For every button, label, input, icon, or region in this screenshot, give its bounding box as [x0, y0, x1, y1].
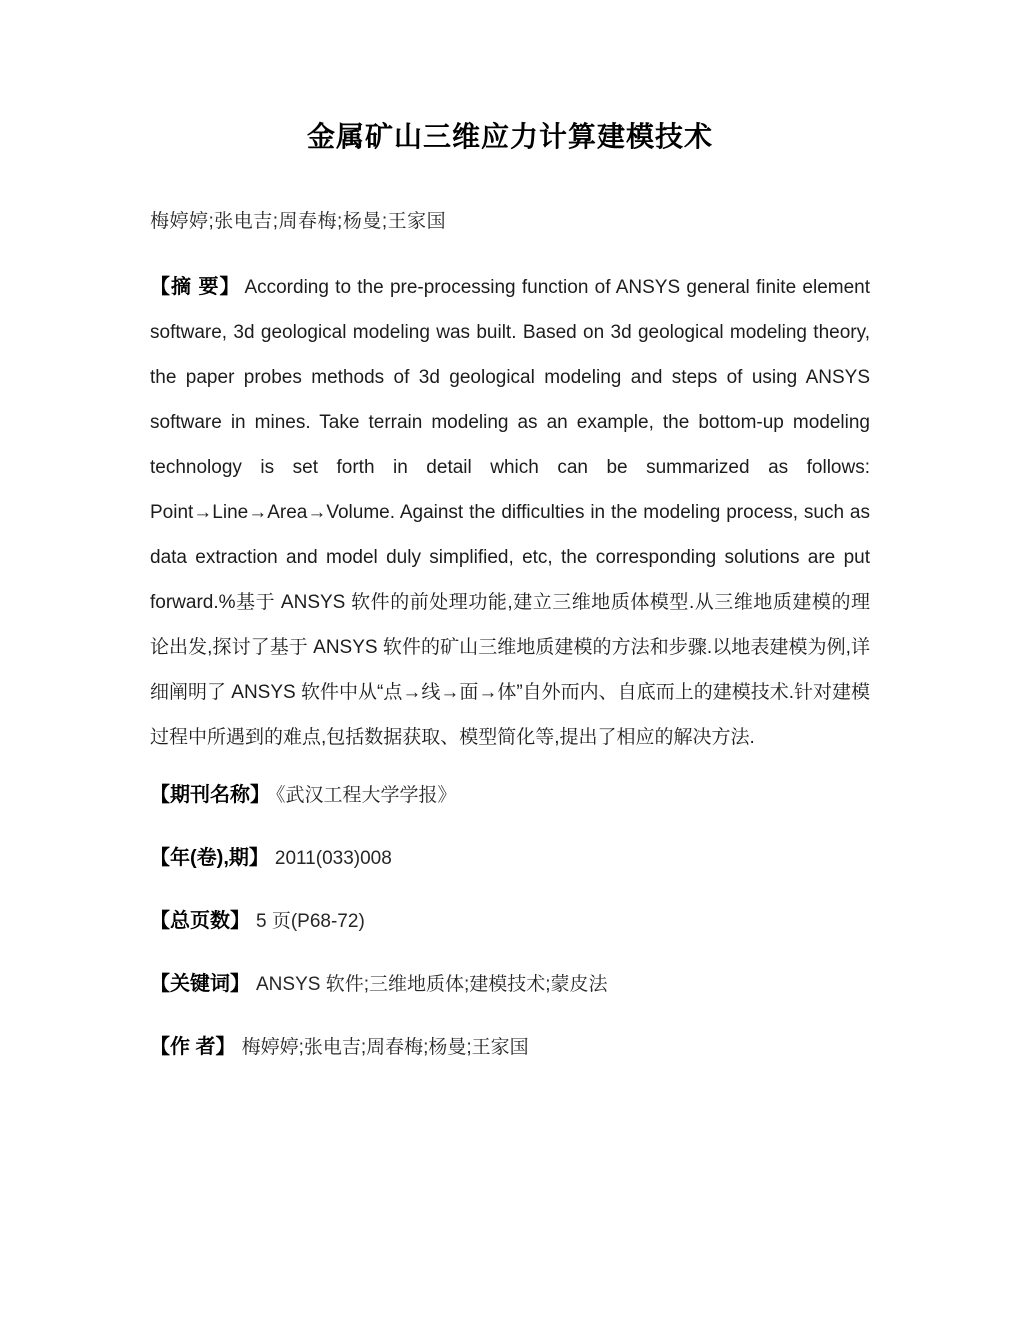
field-year-volume-issue-label: 【年(卷),期】 — [150, 847, 269, 869]
field-total-pages — [150, 908, 870, 935]
field-keywords — [150, 971, 870, 998]
field-year-volume-issue — [150, 845, 870, 872]
abstract-text: According to the pre-processing function of ANSYS general finite element software, 3d geological modeling was built. Based on 3d geological modeling theory, the paper probes methods of 3d geological modeling and steps of using ANSYS software in mines. Take terrain modeling as an example, the bottom-up modeling technology is set forth in detail which can be summarized as follows: Point→Line→Area→Volume. Against the difficulties in the modeling process, such as data extraction and model duly simplified, etc, the corresponding solutions are put forward.%基于 ANSYS 软件的前处理功能,建立三维地质体模型.从三维地质建模的理论出发,探讨了基于 ANSYS 软件的矿山三维地质建模的方法和步骤.以地表建模为例,详细阐明了 ANSYS 软件中从“点→线→面→体”自外而内、自底而上的建模技术.针对建模过程中所遇到的难点,包括数据获取、模型简化等,提出了相应的解决方法. — [150, 277, 871, 748]
field-keywords-value: ANSYS 软件;三维地质体;建模技术;蒙皮法 — [256, 974, 608, 995]
field-journal-name-label: 【期刊名称】 — [150, 784, 270, 806]
field-authors-label: 【作 者】 — [150, 1036, 236, 1058]
field-total-pages-label: 【总页数】 — [150, 910, 250, 932]
field-authors — [150, 1034, 870, 1061]
field-total-pages-value: 5 页(P68-72) — [256, 911, 365, 932]
metadata-fields — [150, 782, 870, 1061]
field-keywords-label: 【关键词】 — [150, 973, 250, 995]
field-year-volume-issue-value: 2011(033)008 — [274, 848, 392, 869]
field-journal-name — [150, 782, 870, 809]
abstract-label: 【摘 要】 — [150, 276, 241, 298]
field-journal-name-value: 《武汉工程大学学报》 — [276, 785, 457, 806]
abstract-paragraph — [150, 265, 870, 760]
paper-title: 金属矿山三维应力计算建模技术 — [306, 121, 713, 152]
authors-line: 梅婷婷;张电吉;周春梅;杨曼;王家国 — [150, 211, 447, 232]
field-authors-value: 梅婷婷;张电吉;周春梅;杨曼;王家国 — [241, 1037, 529, 1058]
